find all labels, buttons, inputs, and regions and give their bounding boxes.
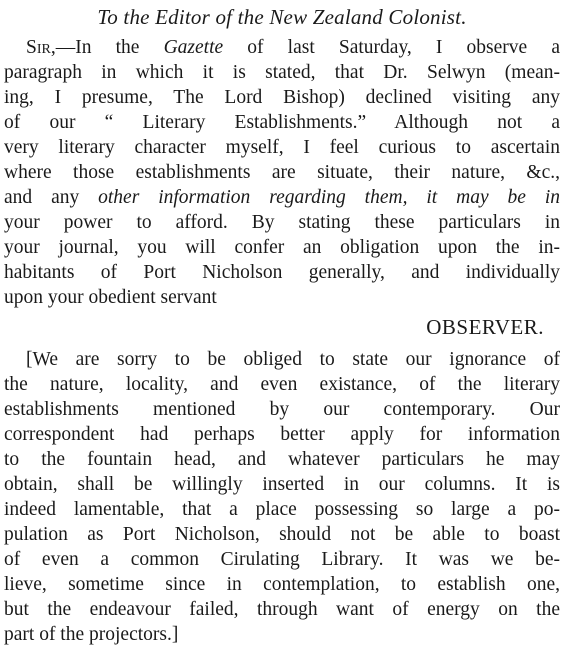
- letter-line: your journal, you will confer an obligation upon the in-: [4, 237, 560, 258]
- letter-line: your power to afford. By stating these particulars in: [4, 212, 560, 233]
- signature: OBSERVER.: [426, 315, 544, 339]
- letter-line: paragraph in which it is stated, that Dr. Selwyn (mean-: [4, 62, 560, 83]
- editor-note-line: the nature, locality, and even existance, of the literary: [4, 374, 560, 395]
- letter-heading: To the Editor of the New Zealand Colonist.: [97, 5, 467, 29]
- editor-note-line: [We are sorry to be obliged to state our ignorance of: [26, 349, 560, 370]
- letter-line: Sir,—In the Gazette of last Saturday, I observe a: [26, 37, 560, 58]
- letter-line: of our “ Literary Establishments.” Although not a: [4, 112, 560, 133]
- editor-note-line: but the endeavour failed, through want of energy on the: [4, 599, 560, 620]
- editor-note-line: part of the projectors.]: [4, 624, 179, 645]
- editor-note-line: to the fountain head, and whatever particulars he may: [4, 449, 560, 470]
- editor-note-line: lieve, sometime since in contemplation, to establish one,: [4, 574, 560, 595]
- editor-note-line: indeed lamentable, that a place possessing so large a po-: [4, 499, 560, 520]
- editor-note-line: establishments mentioned by our contemporary. Our: [4, 399, 560, 420]
- letter-line: and any other information regarding them, it may be in: [4, 187, 560, 208]
- letter-line: habitants of Port Nicholson generally, and individually: [4, 262, 560, 283]
- letter-line: upon your obedient servant: [4, 287, 217, 308]
- letter-line: ing, I presume, The Lord Bishop) declined visiting any: [4, 87, 560, 108]
- gazette-title: Gazette: [163, 37, 224, 58]
- letter-line: where those establishments are situate, their nature, &c.,: [4, 162, 560, 183]
- editor-note-line: of even a common Cirulating Library. It was we be-: [4, 549, 560, 570]
- editor-note-line: obtain, shall be willingly inserted in our columns. It is: [4, 474, 560, 495]
- salutation: Sir,: [26, 37, 56, 58]
- editor-note-line: correspondent had perhaps better apply for information: [4, 424, 560, 445]
- letter-line: very literary character myself, I feel curious to ascertain: [4, 137, 560, 158]
- editor-note-line: pulation as Port Nicholson, should not be able to boast: [4, 524, 560, 545]
